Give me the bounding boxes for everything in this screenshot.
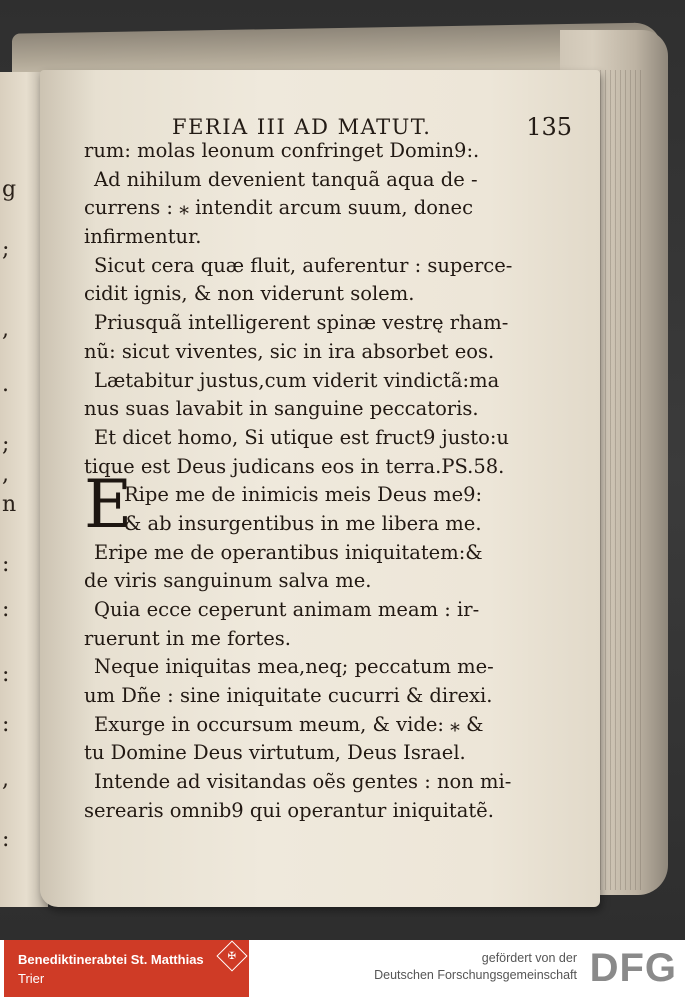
text-line: & ab insurgentibus in me libera me. — [124, 511, 482, 535]
text-line: currens : ⁎ intendit arcum suum, donec — [84, 196, 474, 220]
text-line: de viris sanguinum salva me. — [84, 569, 372, 593]
text-line: nũ: sicut viventes, sic in ira absorbet eos. — [84, 339, 495, 363]
left-mark: : — [2, 827, 10, 852]
text-line: Priusquã intelligerent spinæ vestrę rham- — [94, 311, 509, 335]
funder-line: gefördert von der — [481, 951, 577, 965]
text-line: Eripe me de operantibus iniquitatem:& — [94, 540, 483, 564]
left-mark: , — [2, 767, 9, 792]
left-page-margin-marks — [0, 72, 17, 907]
funder-line: Deutschen Forschungsgemeinschaft — [374, 968, 577, 982]
text-line: nus suas lavabit in sanguine peccatoris. — [84, 397, 479, 421]
left-mark: , — [2, 317, 9, 342]
text-line: Quia ecce ceperunt animam meam : ir- — [94, 598, 480, 621]
dfg-logo[interactable]: DFG — [589, 946, 677, 990]
text-line: cidit ignis, & non viderunt solem. — [84, 282, 415, 306]
left-mark: n — [2, 492, 17, 517]
viewer-footer — [0, 940, 685, 1000]
page-number: 135 — [526, 113, 572, 141]
text-line: serearis omnib9 qui operantur iniquitatẽ. — [84, 798, 494, 822]
text-line: Neque iniquitas mea,neq; peccatum me- — [94, 655, 494, 679]
text-line: Et dicet homo, Si utique est fruct9 justo:u — [94, 425, 509, 449]
institution-city: Trier — [18, 971, 45, 986]
text-line: tique est Deus judicans eos in terra.PS.58. — [84, 454, 505, 478]
left-mark: g — [2, 177, 17, 202]
page-text — [84, 137, 554, 826]
text-line: tu Domine Deus virtutum, Deus Israel. — [84, 741, 466, 765]
institution-name: Benediktinerabtei St. Matthias — [18, 952, 204, 967]
running-head: FERIA III AD MATUT. — [172, 115, 432, 139]
text-line: Ripe me de inimicis meis Deus me9: — [124, 483, 483, 507]
text-line: Sicut cera quæ fluit, auferentur : superce- — [94, 253, 513, 277]
text-line: infirmentur. — [84, 225, 202, 249]
left-mark: : — [2, 712, 10, 737]
left-mark: : — [2, 662, 10, 687]
text-line: Exurge in occursum meum, & vide: ⁎ & — [94, 712, 484, 736]
left-mark: , — [2, 462, 9, 487]
text-line: ruerunt in me fortes. — [84, 626, 291, 650]
text-line: Intende ad visitandas oẽs gentes : non mi- — [94, 770, 512, 794]
drop-initial: E — [84, 466, 133, 543]
left-mark: ; — [2, 432, 10, 457]
abbey-diamond-icon: ✠ — [216, 940, 247, 971]
text-line: Lætabitur justus,cum viderit vindictã:ma — [94, 368, 500, 392]
text-line: um Dñe : sine iniquitate cucurri & direxi. — [84, 684, 493, 708]
left-mark: : — [2, 552, 10, 577]
text-line: Ad nihilum devenient tanquã aqua de - — [94, 167, 478, 191]
left-mark: . — [2, 372, 9, 397]
left-mark: : — [2, 597, 10, 622]
institution-banner[interactable] — [4, 940, 249, 997]
text-line: rum: molas leonum confringet Domin9:. — [84, 139, 480, 162]
funder-credit — [374, 950, 577, 984]
left-mark: ; — [2, 237, 10, 262]
